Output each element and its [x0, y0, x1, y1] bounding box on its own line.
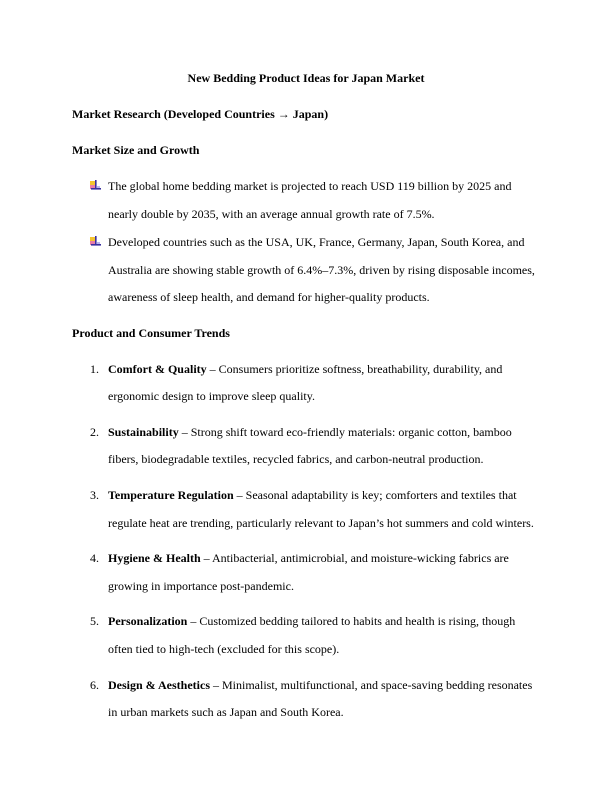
list-item-desc: – Strong shift toward eco-friendly materials: organic cotton, bamboo: [178, 425, 512, 439]
list-item-term: Hygiene & Health: [108, 551, 201, 565]
list-item-desc: in urban markets such as Japan and South Korea.: [108, 705, 344, 719]
list-item: [108, 488, 517, 502]
download-arrow-icon: [90, 180, 101, 191]
list-item: [108, 551, 509, 565]
bullet-text: Australia are showing stable growth of 6.4%–7.3%, driven by rising disposable incomes,: [108, 263, 535, 277]
bullet-text: nearly double by 2035, with an average annual growth rate of 7.5%.: [108, 207, 435, 221]
list-number: 5.: [90, 614, 99, 628]
market-size-heading: Market Size and Growth: [72, 143, 200, 157]
list-number: 4.: [90, 551, 99, 565]
list-item-term: Sustainability: [108, 425, 179, 439]
list-item-desc: fibers, biodegradable textiles, recycled fabrics, and carbon-neutral production.: [108, 452, 484, 466]
list-item: [108, 425, 512, 439]
list-item-desc: – Seasonal adaptability is key; comforters and textiles that: [233, 488, 517, 502]
list-item-desc: – Consumers prioritize softness, breathability, durability, and: [206, 362, 503, 376]
list-item: [108, 678, 532, 692]
document-title: New Bedding Product Ideas for Japan Market: [187, 71, 425, 85]
list-item-desc: ergonomic design to improve sleep quality.: [108, 389, 315, 403]
trends-heading: Product and Consumer Trends: [72, 326, 230, 340]
bullet-text: Developed countries such as the USA, UK, France, Germany, Japan, South Korea, and: [108, 235, 525, 249]
list-number: 2.: [90, 425, 99, 439]
list-item-term: Temperature Regulation: [108, 488, 234, 502]
section-heading: Market Research (Developed Countries → Japan): [72, 107, 329, 121]
list-item-desc: growing in importance post-pandemic.: [108, 579, 294, 593]
download-arrow-icon: [90, 236, 101, 247]
list-item-desc: – Customized bedding tailored to habits and health is rising, though: [187, 614, 516, 628]
list-item-term: Personalization: [108, 614, 188, 628]
bullet-text: awareness of sleep health, and demand for higher-quality products.: [108, 290, 430, 304]
list-item-desc: regulate heat are trending, particularly relevant to Japan’s hot summers and cold winters.: [108, 516, 534, 530]
list-number: 1.: [90, 362, 99, 376]
list-item-desc: – Antibacterial, antimicrobial, and moisture-wicking fabrics are: [200, 551, 509, 565]
list-item-desc: – Minimalist, multifunctional, and space-saving bedding resonates: [210, 678, 533, 692]
list-item: [108, 614, 515, 628]
list-item-term: Design & Aesthetics: [108, 678, 210, 692]
list-item-desc: often tied to high-tech (excluded for this scope).: [108, 642, 340, 656]
list-number: 3.: [90, 488, 99, 502]
list-number: 6.: [90, 678, 99, 692]
list-item-term: Comfort & Quality: [108, 362, 207, 376]
list-item: [108, 362, 502, 376]
bullet-text: The global home bedding market is projected to reach USD 119 billion by 2025 and: [108, 179, 512, 193]
